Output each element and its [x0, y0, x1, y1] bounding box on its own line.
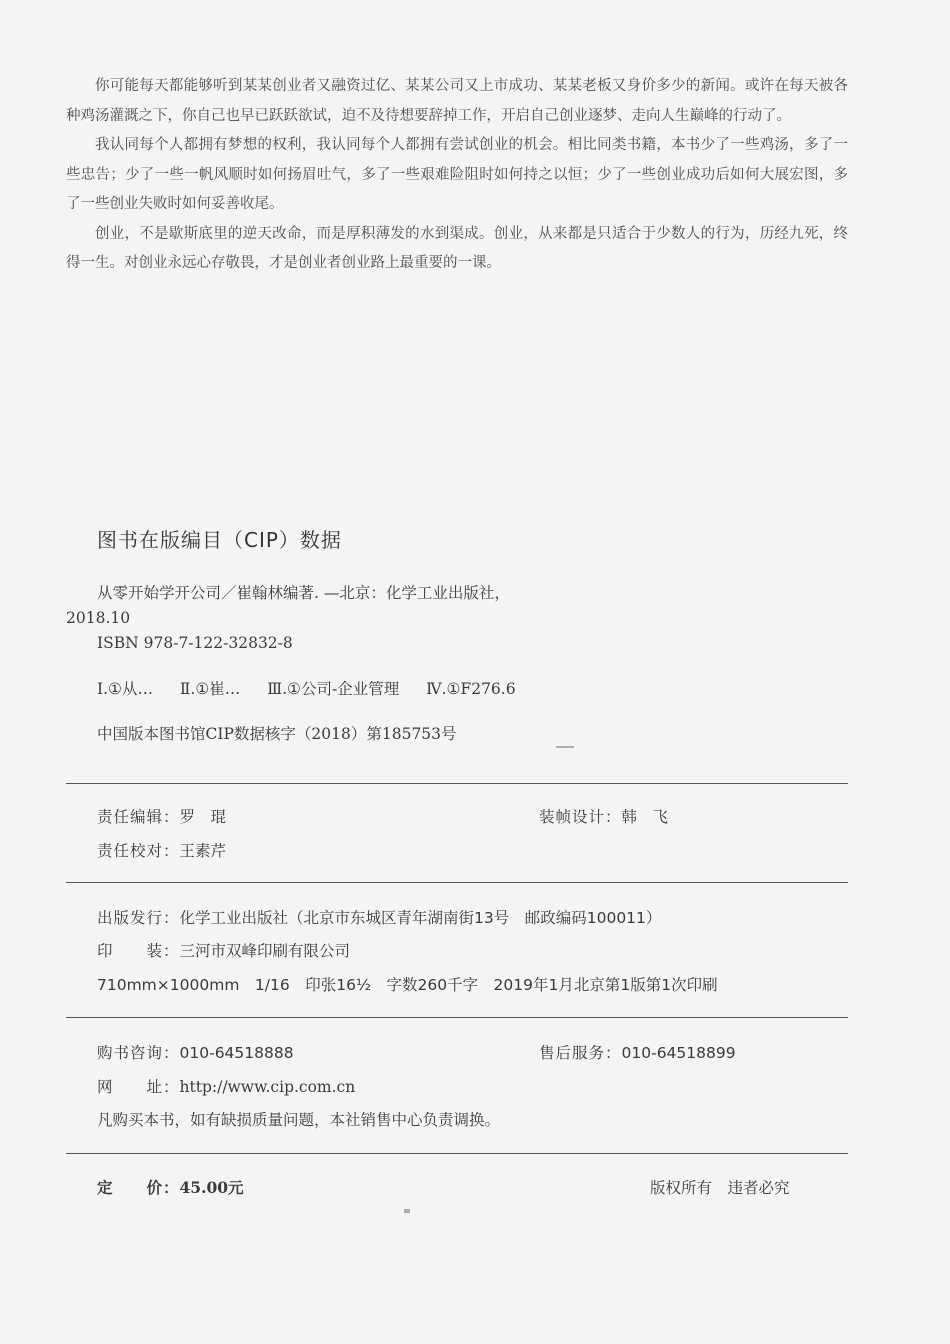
printer-row [97, 939, 350, 961]
divider [66, 882, 848, 883]
print-speck [556, 746, 574, 748]
publisher-row [97, 906, 661, 928]
designer-label: 装帧设计： [539, 808, 622, 826]
cip-classification [97, 677, 538, 699]
print-specs: 710mm×1000mm 1/16 印张16½ 字数260千字 2019年1月北京第1版第1次印刷 [97, 976, 718, 994]
editor-name: 罗 琨 [179, 808, 227, 826]
print-speck [404, 1209, 410, 1213]
intro-paragraph: 创业，不是歇斯底里的逆天改命，而是厚积薄发的水到渠成。创业，从来都是只适合于少数人的行为，历经九死，终得一生。对创业永远心存敬畏，才是创业者创业路上最重要的一课。 [66, 225, 848, 271]
price-label: 定 价： [97, 1178, 180, 1197]
exchange-notice: 凡购买本书，如有缺损质量问题，本社销售中心负责调换。 [97, 1111, 501, 1129]
editor-label: 责任编辑： [97, 808, 180, 826]
proofreader-row [97, 839, 226, 861]
cip-record [66, 580, 848, 656]
cip-title-line: 从零开始学开公司／崔翰林编著. —北京：化学工业出版社， [97, 584, 510, 602]
copyright-notice: 版权所有 违者必究 [650, 1179, 790, 1197]
website-label: 网 址： [97, 1078, 180, 1096]
classification-item: Ⅰ.①从… [97, 680, 153, 698]
divider [66, 783, 848, 784]
publisher-label: 出版发行： [97, 909, 180, 927]
purchase-label: 购书咨询： [97, 1044, 180, 1062]
purchase-phone: 010-64518888 [179, 1044, 294, 1062]
website-row [97, 1075, 355, 1097]
proofreader-label: 责任校对： [97, 842, 180, 860]
designer-name: 韩 飞 [621, 808, 669, 826]
website-url: http://www.cip.com.cn [179, 1078, 356, 1096]
price-row [97, 1176, 244, 1198]
price-value: 45.00元 [179, 1178, 244, 1197]
classification-item: Ⅱ.①崔… [179, 680, 241, 698]
printer-name: 三河市双峰印刷有限公司 [179, 942, 351, 960]
editor-row [97, 805, 226, 827]
purchase-row [97, 1041, 294, 1063]
proofreader-name: 王素芹 [179, 842, 227, 860]
intro-paragraph: 我认同每个人都拥有梦想的权利，我认同每个人都拥有尝试创业的机会。相比同类书籍，本书少了一些鸡汤，多了一些忠告；少了一些一帆风顺时如何扬眉吐气，多了一些艰难险阻时如何持之以恒；少了一些创业成功后如何大展宏图，多了一些创业失败时如何妥善收尾。 [66, 137, 848, 212]
publisher-info: 化学工业出版社（北京市东城区青年湖南街13号 邮政编码100011） [179, 909, 662, 927]
intro-paragraph: 你可能每天都能够听到某某创业者又融资过亿、某某公司又上市成功、某某老板又身价多少的新闻。或许在每天被各种鸡汤灌溉之下，你自己也早已跃跃欲试，迫不及待想要辞掉工作，开启自己创业逐梦、走向人生巅峰的行动了。 [66, 78, 848, 124]
classification-item: Ⅲ.①公司-企业管理 [267, 680, 400, 698]
cip-isbn: ISBN 978-7-122-32832-8 [97, 634, 293, 652]
designer-row [539, 805, 668, 827]
printer-label: 印 装： [97, 942, 180, 960]
classification-item: Ⅳ.①F276.6 [426, 680, 516, 698]
service-label: 售后服务： [539, 1044, 622, 1062]
cip-heading: 图书在版编目（CIP）数据 [97, 528, 342, 552]
service-row [539, 1041, 736, 1063]
divider [66, 1017, 848, 1018]
divider [66, 1153, 848, 1154]
cip-date-line: 2018.10 [66, 609, 131, 627]
service-phone: 010-64518899 [621, 1044, 736, 1062]
intro-text [66, 72, 848, 279]
cip-verification: 中国版本图书馆CIP数据核字（2018）第185753号 [97, 725, 457, 743]
